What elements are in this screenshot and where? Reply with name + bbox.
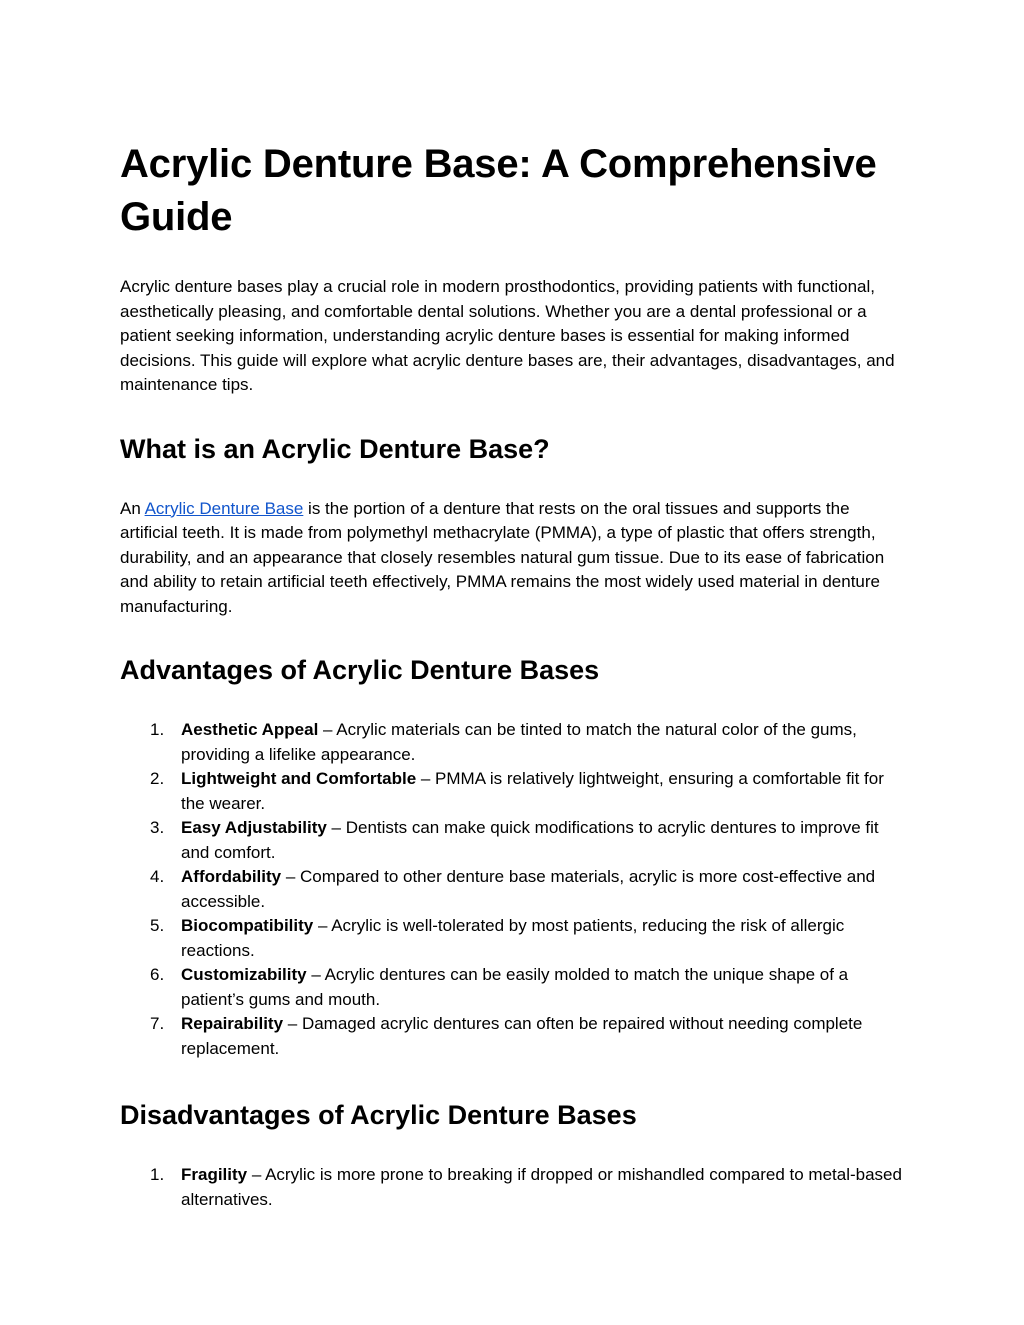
list-item bbox=[120, 1163, 910, 1212]
list-item bbox=[120, 914, 910, 963]
list-number: 3. bbox=[150, 818, 165, 837]
what-is-body: is the portion of a denture that rests on the oral tissues and supports the artificial teeth. It is made from polymethyl methacrylate (PMMA), a type of plastic that offers strength, durability, and an appearance that closely resembles natural gum tissue. Due to its ease of fabrication and ability to retain artificial teeth effectively, PMMA remains the most widely used material in denture manufacturing. bbox=[120, 498, 885, 616]
list-item-term: Easy Adjustability bbox=[181, 818, 327, 837]
list-item-desc: – Acrylic dentures can be easily molded to match the unique shape of a patient’s gums and mouth. bbox=[181, 965, 849, 1009]
intro-paragraph: Acrylic denture bases play a crucial role in modern prosthodontics, providing patients with functional, aesthetically pleasing, and comfortable dental solutions. Whether you are a dental professional or a patient seeking information, understanding acrylic denture bases is essential for making informed decisions. This guide will explore what acrylic denture bases are, their advantages, disadvantages, and maintenance tips. bbox=[120, 277, 895, 394]
list-item-term: Affordability bbox=[181, 867, 282, 886]
heading-disadvantages: Disadvantages of Acrylic Denture Bases bbox=[120, 1100, 637, 1130]
list-item-term: Customizability bbox=[181, 965, 307, 984]
heading-advantages: Advantages of Acrylic Denture Bases bbox=[120, 655, 600, 685]
list-item-term: Biocompatibility bbox=[181, 916, 314, 935]
list-item-term: Lightweight and Comfortable bbox=[181, 769, 417, 788]
list-item bbox=[120, 1012, 910, 1061]
page-title: Acrylic Denture Base: A Comprehensive Guide bbox=[120, 142, 877, 239]
list-item bbox=[120, 963, 910, 1012]
heading-what-is: What is an Acrylic Denture Base? bbox=[120, 433, 550, 464]
list-number: 2. bbox=[150, 769, 165, 788]
list-number: 7. bbox=[150, 1014, 165, 1033]
list-item-desc: – Acrylic is well-tolerated by most patients, reducing the risk of allergic reactions. bbox=[181, 916, 845, 960]
list-item bbox=[120, 767, 910, 816]
list-item-desc: – Acrylic materials can be tinted to match the natural color of the gums, providing a lifelike appearance. bbox=[181, 720, 857, 764]
list-item bbox=[120, 816, 910, 865]
list-item-term: Aesthetic Appeal bbox=[181, 720, 319, 739]
list-number: 1. bbox=[150, 1165, 165, 1184]
list-item-desc: – PMMA is relatively lightweight, ensuring a comfortable fit for the wearer. bbox=[181, 769, 884, 813]
list-item-term: Repairability bbox=[181, 1014, 284, 1033]
advantages-list bbox=[120, 718, 910, 1061]
list-number: 1. bbox=[150, 720, 165, 739]
acrylic-denture-base-link[interactable]: Acrylic Denture Base bbox=[144, 498, 304, 518]
list-item-desc: – Damaged acrylic dentures can often be repaired without needing complete replacement. bbox=[181, 1014, 863, 1058]
list-number: 5. bbox=[150, 916, 165, 935]
document-page bbox=[120, 138, 910, 1212]
list-item-desc: – Dentists can make quick modifications to acrylic dentures to improve fit and comfort. bbox=[181, 818, 879, 862]
list-number: 4. bbox=[150, 867, 165, 886]
disadvantages-list bbox=[120, 1163, 910, 1212]
what-is-prefix: An bbox=[120, 498, 145, 518]
list-item bbox=[120, 865, 910, 914]
list-item-desc: – Acrylic is more prone to breaking if dropped or mishandled compared to metal-based alternatives. bbox=[181, 1165, 902, 1209]
list-item-desc: – Compared to other denture base materials, acrylic is more cost-effective and accessible. bbox=[181, 867, 876, 911]
list-item-term: Fragility bbox=[181, 1165, 248, 1184]
what-is-paragraph bbox=[120, 497, 910, 620]
list-item bbox=[120, 718, 910, 767]
list-number: 6. bbox=[150, 965, 165, 984]
